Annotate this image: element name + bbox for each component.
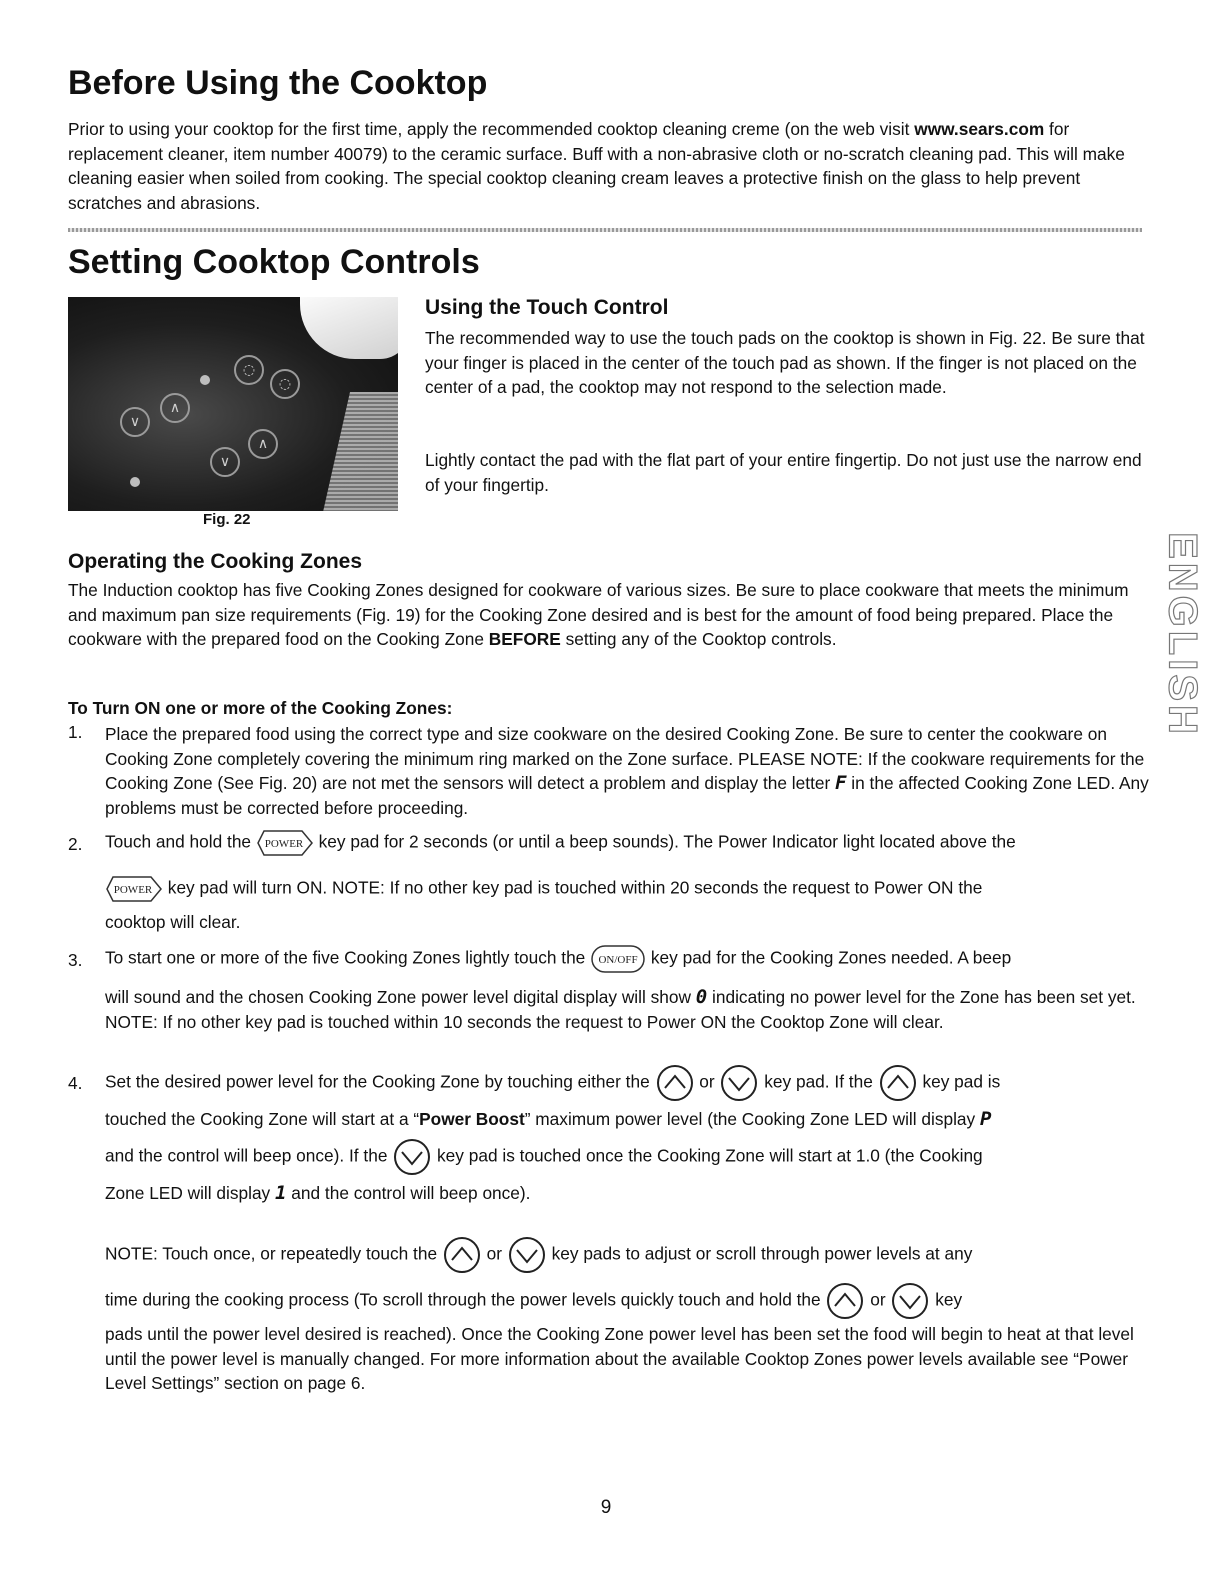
zones-text-b: setting any of the Cooktop controls.: [560, 629, 837, 649]
note-text-b: key pads to adjust or scroll through power levels at any: [546, 1243, 973, 1264]
or-text: or: [481, 1243, 507, 1264]
turn-on-heading: To Turn ON one or more of the Cooking Zones:: [68, 698, 453, 718]
power-boost-bold: Power Boost: [419, 1109, 525, 1129]
step-3-rest: [105, 985, 1155, 1034]
step-4-line-1: [105, 1063, 1155, 1103]
pad-down-icon: ∨: [210, 447, 240, 477]
language-side-tab: [1157, 532, 1207, 738]
step-4-line-3: [105, 1137, 1155, 1177]
onoff-key-icon: [590, 944, 646, 974]
power-key-label: POWER: [113, 884, 153, 896]
or-text: or: [865, 1289, 891, 1310]
step-2-line-2: [105, 876, 1155, 902]
finger-image: [300, 297, 398, 359]
chevron-up-icon: [655, 1063, 695, 1103]
pad-onoff-icon: ◌: [270, 369, 300, 399]
step-4-number: 4.: [68, 1073, 83, 1093]
pad-dot-icon: [200, 375, 210, 385]
led-f-symbol: F: [835, 772, 847, 794]
step-1-number: 1.: [68, 722, 83, 742]
led-p-symbol: P: [979, 1108, 992, 1130]
touch-control-heading: Using the Touch Control: [425, 296, 669, 319]
intro-paragraph: [68, 117, 1143, 215]
touch-control-photo: [68, 297, 398, 511]
step-4-note-line-1: [105, 1235, 1155, 1275]
step-4-text-e: ” maximum power level (the Cooking Zone LED will display: [524, 1109, 980, 1129]
intro-text-b: for replacement cleaner, item number 40079) to the ceramic surface. Buff with a non-abrasive cloth or no-scratch cleaning pad. This will make cleaning easier when soiled from cooking. The special cooktop cleaning cream leaves a protective finish on the glass to help prevent scratches and abrasions.: [68, 119, 1125, 213]
sears-url: www.sears.com: [914, 119, 1045, 139]
led-zero-symbol: 0: [695, 986, 708, 1008]
step-4-text-h: Zone LED will display: [105, 1183, 276, 1203]
intro-text-a: Prior to using your cooktop for the first time, apply the recommended cooktop cleaning creme (on the web visit: [68, 119, 910, 139]
zones-text-a: The Induction cooktop has five Cooking Zones designed for cookware of various sizes. Be sure to place cookware that meets the minimum and maximum pan size requirements (Fig. 19) for the Cooking Zone desired and is best for the amount of food being prepared. Place the cookware with the prepared food on the Cooking Zone: [68, 580, 1129, 649]
power-key-label: POWER: [264, 838, 304, 850]
step-1-text: [105, 722, 1155, 820]
cooking-zones-heading: Operating the Cooking Zones: [68, 550, 363, 573]
chevron-down-icon: [719, 1063, 759, 1103]
note-text-d: key: [930, 1289, 963, 1310]
pad-power-icon: ◌: [234, 355, 264, 385]
step-2-text-a: Touch and hold the: [105, 831, 256, 852]
chevron-down-icon: [507, 1235, 547, 1275]
step-3-text-d: indicating no power level for the Zone has been set yet. NOTE: If no other key pad is touched within 10 seconds the request to Power ON the Cooktop Zone will clear.: [105, 987, 1136, 1032]
step-2-number: 2.: [68, 834, 83, 854]
step-4-text-f: and the control will beep once). If the: [105, 1145, 393, 1166]
figure-caption: Fig. 22: [203, 511, 251, 528]
section-title-setting-controls: Setting Cooktop Controls: [68, 243, 480, 281]
chevron-up-icon: [442, 1235, 482, 1275]
step-4-note-line-2: [105, 1281, 1155, 1321]
step-3-line-1: [105, 944, 1155, 974]
step-4-note-rest: pads until the power level desired is reached). Once the Cooking Zone power level has been set the food will begin to heat at that level until the power level is manually changed. For more information about the available Cooktop Zones power levels available see “Power Level Settings” section on page 6.: [105, 1324, 1134, 1393]
section-divider: [68, 228, 1142, 232]
chevron-down-icon: [890, 1281, 930, 1321]
pad-down-icon: ∨: [120, 407, 150, 437]
section-title-before-using: Before Using the Cooktop: [68, 64, 488, 102]
onoff-key-label: ON/OFF: [598, 954, 638, 966]
step-1-text-a: Place the prepared food using the correct type and size cookware on the desired Cooking Zone. Be sure to center the cookware on Cooking Zone completely covering the minimum ring marked on the Zone surface. PLEASE NOTE: If the cookware requirements for the Cooking Zone (See Fig. 20) are not met the sensors will detect a problem and display the letter: [105, 724, 1145, 793]
side-tab-label: ENGLISH: [1160, 532, 1205, 738]
step-4-text-c: key pad is: [917, 1071, 1001, 1092]
step-3-text-c: will sound and the chosen Cooking Zone power level digital display will show: [105, 987, 696, 1007]
step-2-text-c: key pad will turn ON. NOTE: If no other key pad is touched within 20 seconds the request to Power ON the: [163, 877, 983, 898]
step-3-number: 3.: [68, 950, 83, 970]
step-4-line-4: [105, 1182, 1155, 1204]
note-text-a: NOTE: Touch once, or repeatedly touch the: [105, 1243, 442, 1264]
touch-control-paragraph-2: Lightly contact the pad with the flat part of your entire fingertip. Do not just use the narrow end of your fingertip.: [425, 450, 1142, 495]
step-2-line-1: [105, 830, 1155, 856]
led-1-symbol: 1: [275, 1182, 287, 1204]
page-number: 9: [600, 1497, 612, 1518]
chevron-up-icon: [825, 1281, 865, 1321]
chevron-down-icon: [392, 1137, 432, 1177]
chevron-up-icon: [878, 1063, 918, 1103]
note-text-c: time during the cooking process (To scroll through the power levels quickly touch and hold the: [105, 1289, 826, 1310]
light-reflection: [323, 392, 398, 511]
step-1-text-b: in the affected Cooking Zone LED. Any problems must be corrected before proceeding.: [105, 773, 1149, 818]
power-key-icon: [105, 876, 163, 902]
step-4-text-b: key pad. If the: [759, 1071, 878, 1092]
step-3-text-a: To start one or more of the five Cooking Zones lightly touch the: [105, 947, 591, 968]
pad-up-icon: ∧: [248, 429, 278, 459]
cooking-zones-paragraph: [68, 578, 1148, 652]
pad-dot-icon: [130, 477, 140, 487]
power-key-icon: [256, 830, 314, 856]
touch-control-paragraph-1: The recommended way to use the touch pads on the cooktop is shown in Fig. 22. Be sure that your finger is placed in the center of the touch pad as shown. If the finger is not placed on the center of a pad, the cooktop may not respond to the selection made.: [425, 328, 1145, 397]
step-4-text-d: touched the Cooking Zone will start at a “: [105, 1109, 420, 1129]
zones-before-bold: BEFORE: [488, 629, 561, 649]
step-4-line-2: [105, 1108, 1155, 1130]
step-3-text-b: key pad for the Cooking Zones needed. A beep: [646, 947, 1012, 968]
step-4-text-a: Set the desired power level for the Cooking Zone by touching either the: [105, 1071, 655, 1092]
step-4-text-g: key pad is touched once the Cooking Zone will start at 1.0 (the Cooking: [432, 1145, 983, 1166]
or-text: or: [694, 1071, 720, 1092]
step-2-line-3: cooktop will clear.: [105, 912, 241, 932]
pad-up-icon: ∧: [160, 393, 190, 423]
step-4-text-i: and the control will beep once).: [286, 1183, 531, 1203]
step-2-text-b: key pad for 2 seconds (or until a beep sounds). The Power Indicator light located above the: [313, 831, 1016, 852]
